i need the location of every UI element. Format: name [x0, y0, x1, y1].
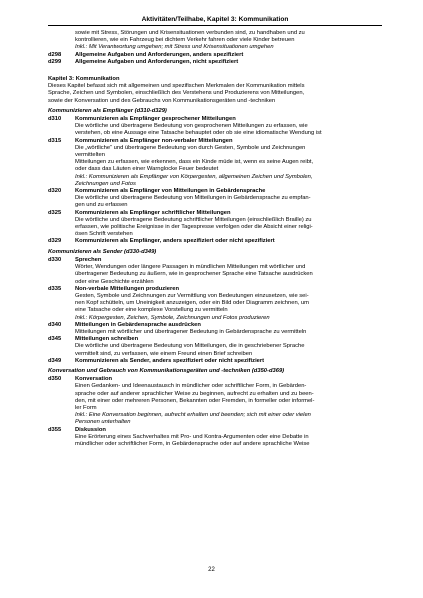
intro-line: Sprache, Zeichen und Symbolen, einschließlich des Verstehens und Produzierens von Mitteilungen, [48, 90, 305, 97]
entry-title: Kommunizieren als Empfänger, anders spezifiziert oder nicht spezifiziert [75, 238, 275, 245]
entry-code: d329 [48, 238, 62, 245]
entry-line: Mitteilungen zu erfassen, wie erkennen, dass ein Kinde müde ist, wenn es seine Augen reibt, [75, 159, 314, 166]
top-line-2: kontrollieren, wie ein Fahrzeug bei dichtem Verkehr fahren oder viele Kinder betreuen [75, 37, 295, 44]
entry-line: Einen Gedanken- und Ideenaustausch in mündlicher oder schriftlicher Form, in Gebärden- [75, 383, 307, 390]
top-inclusion-note: Inkl.: Mit Verantwortung umgehen; mit Stress und Krisensituationen umgehen [75, 44, 274, 51]
inclusion-note: Inkl.: Körpergesten, Zeichen, Symbole, Zeichnungen und Fotos produzieren [75, 314, 270, 321]
entry-line: Die wörtliche und übertragene Bedeutung von Mitteilungen, die in geschriebener Sprache [75, 343, 305, 350]
entry-d329 [48, 238, 382, 245]
group-heading-conversation: Konversation und Gebrauch von Kommunikationsgeräten und -techniken (d350-d369) [48, 367, 285, 374]
chapter-intro [48, 83, 382, 105]
entry-code: d330 [48, 256, 62, 263]
entry-line: erfassen, wie politische Ereignisse in der Tagespresse verfolgen oder die Absicht einer religi- [75, 224, 313, 231]
entry-line: vermittelten [75, 152, 105, 159]
inclusion-note: Personen unterhalten [75, 419, 131, 426]
entry-line: ösen Schrift verstehen [75, 231, 133, 238]
entry-line: vermittelt sind, zu verfassen, wie einem Freund einen Brief schreiben [75, 350, 253, 357]
running-header: Aktivitäten/Teilhabe, Kapitel 3: Kommunikation [48, 14, 382, 26]
entry-code: d345 [48, 336, 62, 343]
entry-line: oder dass das Läuten einer Warnglocke Feuer bedeutet [75, 166, 219, 173]
entry-title: Kommunizieren als Empfänger non-verbaler Mitteilungen [75, 137, 233, 144]
entry-d350 [48, 376, 382, 426]
intro-line: Dieses Kapitel befasst sich mit allgemeinen und spezifischen Merkmalen der Kommunikation mittels [48, 83, 305, 90]
entry-title: Allgemeine Aufgaben und Anforderungen, nicht spezifiziert [75, 58, 239, 65]
inclusion-note: Inkl.: Eine Konversation beginnen, aufrecht erhalten und beenden; sich mit einer oder vielen [75, 412, 311, 419]
entry-code: d320 [48, 188, 62, 195]
entry-code: d299 [48, 58, 62, 65]
entry-title: Kommunizieren als Empfänger gesprochener Mitteilungen [75, 116, 236, 123]
entry-d345 [48, 336, 382, 358]
top-line-1: sowie mit Stress, Störungen und Krisensituationen verbunden sind, zu handhaben und zu [75, 30, 305, 36]
entry-line: gen und zu erfassen [75, 202, 128, 209]
entry-d310 [48, 116, 382, 138]
entry-code: d325 [48, 209, 62, 216]
entry-code: d340 [48, 321, 62, 328]
entry-title: Sprechen [75, 256, 102, 263]
entry-title: Allgemeine Aufgaben und Anforderungen, anders spezifiziert [75, 51, 244, 58]
entry-code: d310 [48, 116, 62, 123]
entry-line: den, mit einer oder mehreren Personen, Bekannten oder Fremden, in formeller oder informel- [75, 397, 315, 404]
entry-title: Konversation [75, 376, 113, 383]
entry-line: Mitteilungen mit wörtlicher und übertragener Bedeutung in Gebärdensprache zu vermitteln [75, 328, 307, 335]
entry-d298 [48, 52, 382, 59]
entry-code: d355 [48, 426, 62, 433]
entry-title: Kommunizieren als Empfänger schriftlicher Mitteilungen [75, 209, 231, 216]
entry-code: d350 [48, 376, 62, 383]
entry-line: Gesten, Symbole und Zeichnungen zur Vermittlung von Bedeutungen einzusetzen, wie sei- [75, 292, 309, 299]
entry-line: oder eine Geschichte erzählen [75, 278, 154, 285]
entry-code: d349 [48, 357, 62, 364]
entry-code: d298 [48, 51, 62, 58]
entry-title: Kommunizieren als Sender, anders spezifiziert oder nicht spezifiziert [75, 357, 265, 364]
entry-line: Die „wörtliche“ und übertragene Bedeutung von durch Gesten, Symbole und Zeichnungen [75, 144, 306, 151]
entry-title: Diskussion [75, 426, 106, 433]
entry-line: übertragener Bedeutung zu äußern, wie in gesprochener Sprache eine Tatsache ausdrücken [75, 271, 313, 278]
entry-d340 [48, 322, 382, 336]
entry-code: d315 [48, 137, 62, 144]
entry-d330 [48, 257, 382, 286]
entry-line: Die wörtliche und übertragene Bedeutung schriftlicher Mitteilungen (einschließlich Braille) zu [75, 216, 312, 223]
group-heading-sender: Kommunizieren als Sender (d330-d349) [48, 248, 157, 255]
inclusion-note: Inkl.: Kommunizieren als Empfänger von Körpergesten, allgemeinen Zeichen und Symbolen, [75, 173, 313, 180]
chapter-title: Kapitel 3: Kommunikation [48, 76, 120, 83]
entry-line: verstehen, ob eine Aussage eine Tatsache behauptet oder ob sie eine idiomatische Wendung ist [75, 130, 322, 137]
entry-line: Wörter, Wendungen oder längere Passagen in mündlichen Mitteilungen mit wörtlicher und [75, 264, 306, 271]
entry-line: mündlicher oder schriftlicher Form, in Gebärdensprache oder auf andere sprachliche Weise [75, 440, 310, 447]
entry-d335 [48, 286, 382, 322]
intro-line: sowie der Konversation und des Gebrauchs von Kommunikationsgeräten und -techniken [48, 97, 276, 104]
entry-d349 [48, 358, 382, 365]
group-heading-receiver: Kommunizieren als Empfänger (d310-d329) [48, 107, 167, 114]
page-number: 22 [208, 567, 215, 573]
page-content [48, 30, 382, 448]
entry-line: sprache oder auf anderer sprachlicher Weise zu beginnen, aufrecht zu erhalten und zu been- [75, 390, 314, 397]
entry-d315 [48, 138, 382, 188]
entry-title: Kommunizieren als Empfänger von Mitteilungen in Gebärdensprache [75, 188, 266, 195]
entry-title: Non-verbale Mitteilungen produzieren [75, 285, 180, 292]
entry-line: ler Form [75, 404, 97, 411]
entry-line: Die wörtliche und übertragene Bedeutung von gesprochenen Mitteilungen zu erfassen, wie [75, 123, 308, 130]
entry-d320 [48, 188, 382, 210]
entry-line: eine Tatsache oder eine komplexe Vorstellung zu vermitteln [75, 307, 228, 314]
entry-code: d335 [48, 285, 62, 292]
inclusion-note: Zeichnungen und Fotos [75, 180, 136, 187]
entry-line: Eine Erörterung eines Sachverhaltes mit Pro- und Kontra-Argumenten oder eine Debatte in [75, 433, 309, 440]
entry-title: Mitteilungen in Gebärdensprache ausdrücken [75, 321, 201, 328]
entry-line: nen Kopf schütteln, um Uneinigkeit anzuzeigen, oder ein Bild oder Diagramm zeichnen, um [75, 300, 309, 307]
entry-title: Mitteilungen schreiben [75, 336, 139, 343]
entry-d355 [48, 427, 382, 449]
entry-d299 [48, 59, 382, 66]
entry-d325 [48, 210, 382, 239]
entry-line: Die wörtliche und übertragene Bedeutung von Mitteilungen in Gebärdensprache zu empfan- [75, 195, 311, 202]
